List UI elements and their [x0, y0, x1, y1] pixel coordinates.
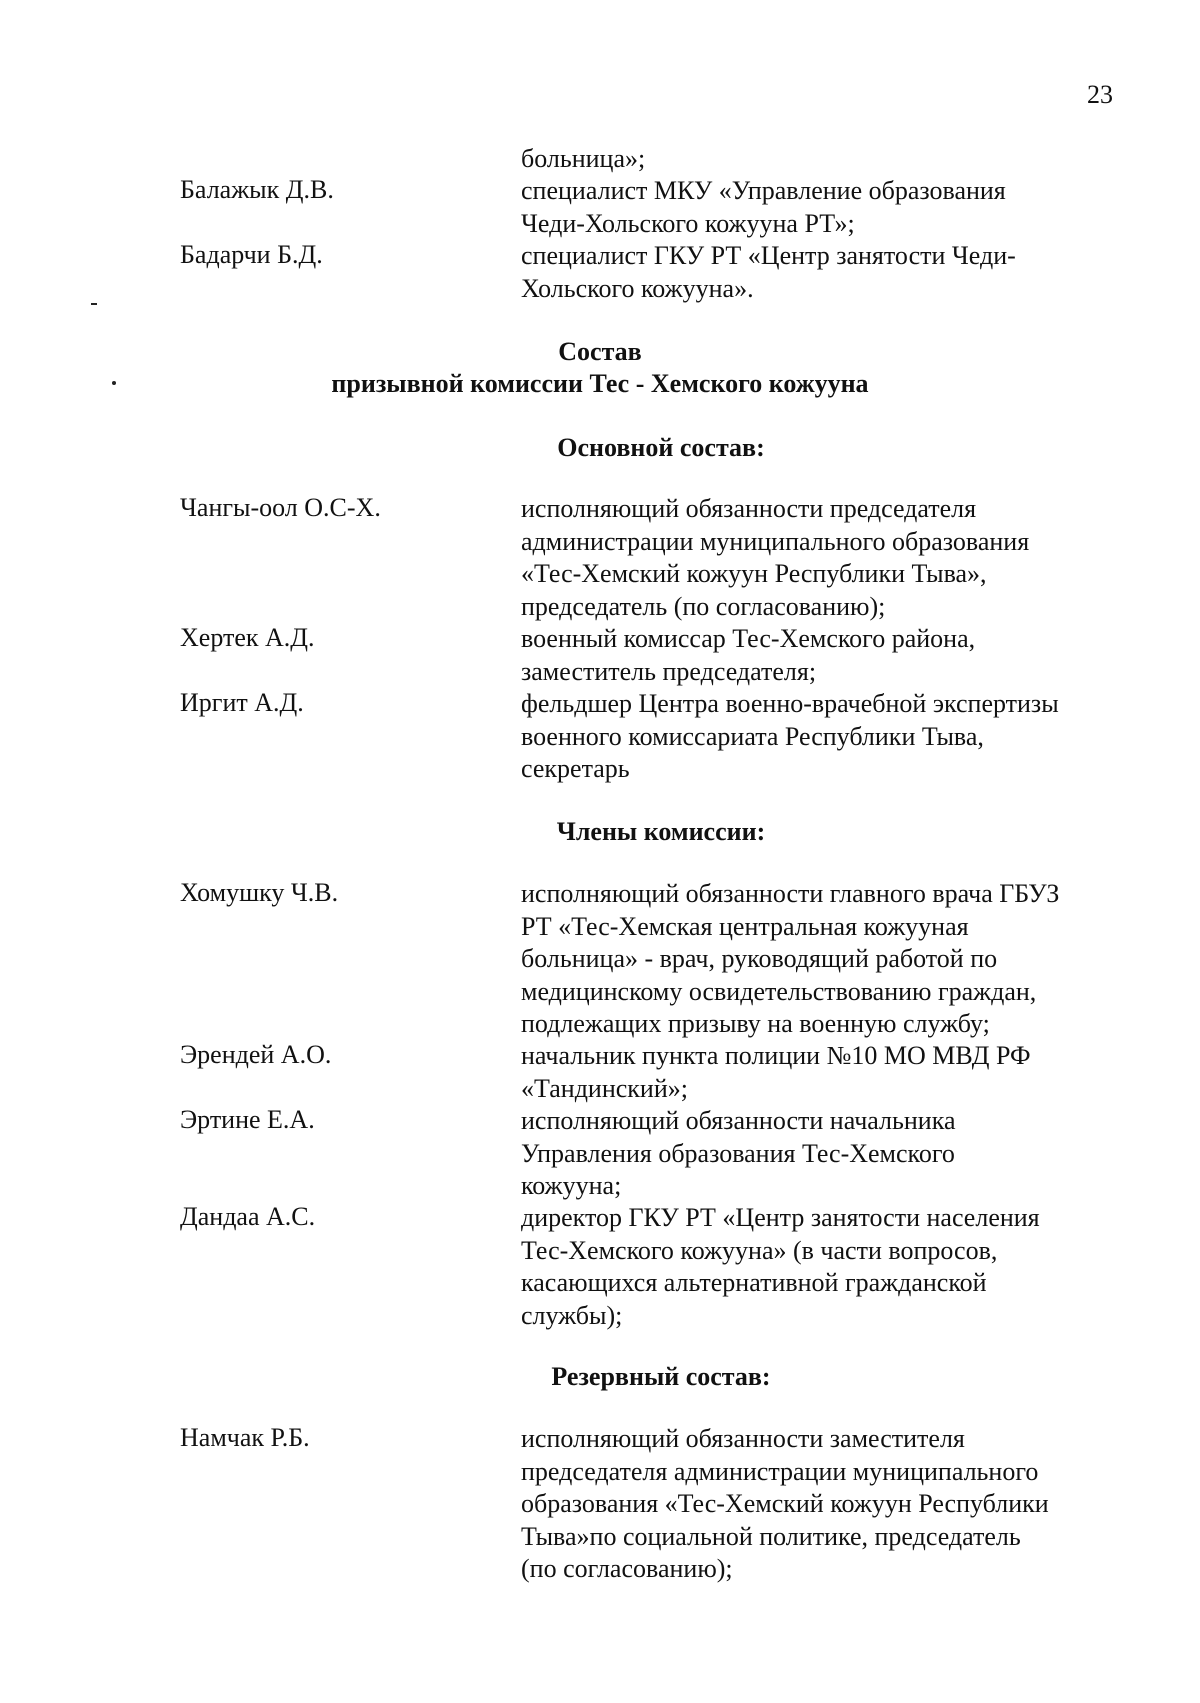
member-name: Эрендей А.О. — [180, 1040, 332, 1069]
entry-description: больница»; — [521, 144, 646, 173]
member-name: Эртине Е.А. — [180, 1105, 315, 1134]
members-heading: Члены комиссии: — [556, 817, 766, 846]
member-name: Балажык Д.В. — [180, 175, 334, 204]
entry-description: исполняющий обязанности начальника Управления образования Тес-Хемского кожууна; — [521, 1106, 956, 1200]
entry-description: специалист ГКУ РТ «Центр занятости Чеди- Хольского кожууна». — [521, 241, 1016, 303]
entry-description: начальник пункта полиции №10 МО МВД РФ «Тандинский»; — [521, 1041, 1031, 1103]
entry-description: исполняющий обязанности заместителя председателя администрации муниципального образования «Тес-Хемский кожуун Республики Тыва»по социальной политике, председатель (по согласованию); — [521, 1424, 1049, 1583]
member-name: Дандаа А.С. — [180, 1202, 316, 1231]
page-number: 23 — [1087, 80, 1113, 109]
entry-description: исполняющий обязанности главного врача ГБУЗ РТ «Тес-Хемская центральная кожууная больница» - врач, руководящий работой по медицинскому освидетельствованию граждан, подлежащих призыву на военную службу; — [521, 879, 1060, 1038]
member-name: Иргит А.Д. — [180, 688, 304, 717]
member-name: Бадарчи Б.Д. — [180, 240, 323, 269]
member-name: Хертек А.Д. — [180, 623, 315, 652]
entry-description: директор ГКУ РТ «Центр занятости населения Тес-Хемского кожууна» (в части вопросов, касающихся альтернативной гражданской службы); — [521, 1203, 1040, 1330]
member-name: Хомушку Ч.В. — [180, 878, 339, 907]
entry-description: военный комиссар Тес-Хемского района, заместитель председателя; — [521, 624, 976, 686]
section-title: Состав — [558, 337, 642, 366]
scan-mark — [91, 303, 97, 305]
entry-description: специалист МКУ «Управление образования Чеди-Хольского кожууна РТ»; — [521, 176, 1006, 238]
section-subtitle: призывной комиссии Тес - Хемского кожууна — [331, 369, 869, 398]
main-composition-heading: Основной состав: — [557, 433, 765, 462]
member-name: Чангы-оол О.С-Х. — [180, 493, 381, 522]
entry-description: фельдшер Центра военно-врачебной экспертизы военного комиссариата Республики Тыва, секретарь — [521, 689, 1059, 783]
member-name: Намчак Р.Б. — [180, 1423, 310, 1452]
reserve-heading: Резервный состав: — [551, 1362, 771, 1391]
entry-description: исполняющий обязанности председателя администрации муниципального образования «Тес-Хемский кожуун Республики Тыва», председатель (по согласованию); — [521, 494, 1030, 621]
